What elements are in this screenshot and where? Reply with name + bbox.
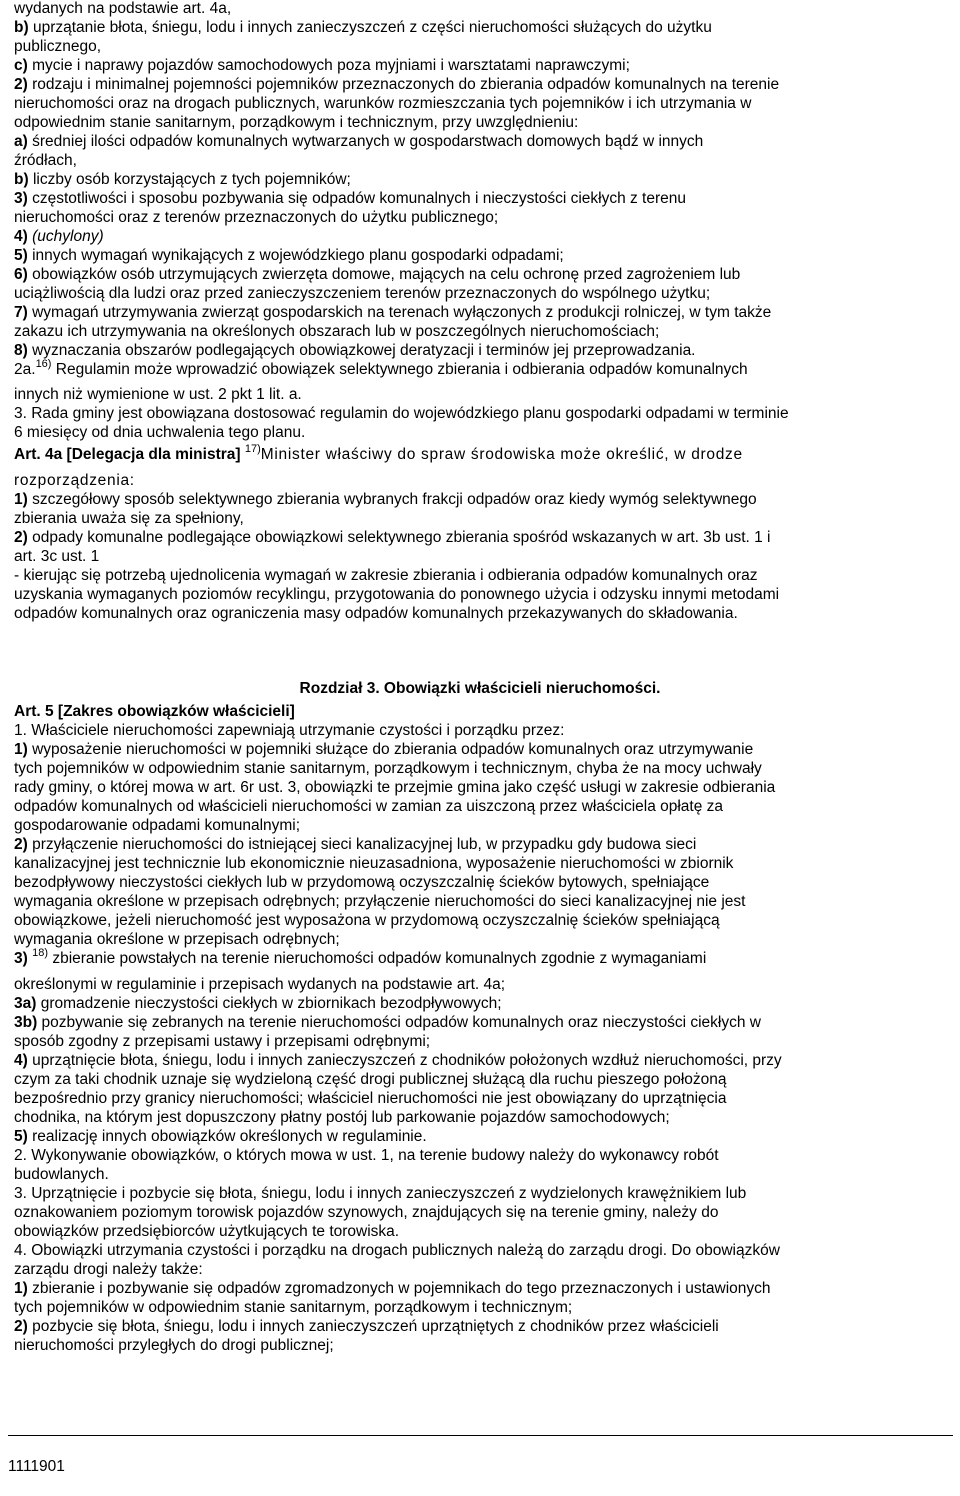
text-line	[14, 567, 954, 586]
text-line	[14, 405, 954, 424]
footnote-ref: 16)	[35, 358, 52, 370]
text-span: częstotliwości i sposobu pozbywania się odpadów komunalnych i nieczystości ciekłych z terenu	[27, 190, 687, 207]
text-line	[14, 19, 954, 38]
text-span: 6 miesięcy od dnia uchwalenia tego planu.	[14, 424, 306, 441]
text-line	[14, 1033, 954, 1052]
text-span: - kierując się potrzebą ujednolicenia wymagań w zakresie zbierania i odbierania odpadów komunalnych oraz	[14, 567, 758, 584]
text-span: obowiązkowe, jeżeli nieruchomość jest wyposażona w przydomową oczyszczalnię ścieków spełniającą	[14, 912, 720, 929]
text-span: wymagania określone w przepisach odrębnych; przyłączenie nieruchomości do sieci kanalizacyjnej nie jest	[14, 893, 746, 910]
text-span: średniej ilości odpadów komunalnych wytwarzanych w gospodarstwach domowych bądź w innych	[27, 133, 704, 150]
text-span: wyposażenie nieruchomości w pojemniki służące do zbierania odpadów komunalnych oraz utrzymywanie	[27, 741, 754, 758]
text-span: bezodpływowy nieczystości ciekłych lub w przydomową oczyszczalnię ścieków bytowych, spełniające	[14, 874, 710, 891]
bold-marker: 6)	[14, 266, 28, 283]
text-span: 3. Rada gminy jest obowiązana dostosować regulamin do wojewódzkiego planu gospodarki odpadami w terminie	[14, 405, 789, 422]
text-line	[14, 247, 954, 266]
text-line	[14, 1109, 954, 1128]
text-line	[14, 38, 954, 57]
text-line	[14, 1052, 954, 1071]
text-span: sposób zgodny z przepisami ustawy i przepisami odrębnymi;	[14, 1033, 431, 1050]
bold-marker: 2)	[14, 76, 28, 93]
text-span: Regulamin może wprowadzić obowiązek selektywnego zbierania i odbierania odpadów komunalnych	[51, 361, 748, 378]
text-span: odpady komunalne podlegające obowiązkowi selektywnego zbierania spośród wskazanych w art. 3b ust. 1 i	[27, 529, 771, 546]
text-span: Minister właściwy do spraw środowiska może określić, w drodze	[260, 446, 743, 463]
text-span: wyznaczania obszarów podlegających obowiązkowej deratyzacji i terminów jej przeprowadzania.	[27, 342, 696, 359]
text-line	[14, 342, 954, 361]
text-line	[14, 893, 954, 912]
text-span: szczegółowy sposób selektywnego zbierania wybranych frakcji odpadów oraz kiedy wymóg selektywnego	[27, 491, 757, 508]
text-line	[14, 0, 954, 19]
text-line	[14, 266, 954, 285]
text-span: pozbywanie się zebranych na terenie nieruchomości odpadów komunalnych oraz nieczystości ciekłych w	[37, 1014, 761, 1031]
bold-marker: c)	[14, 57, 28, 74]
bold-marker: 1)	[14, 1280, 28, 1297]
bold-marker: 2)	[14, 529, 28, 546]
text-span: uprzątanie błota, śniegu, lodu i innych zanieczyszczeń z części nieruchomości służących do użytku	[28, 19, 712, 36]
text-span: tych pojemników w odpowiednim stanie sanitarnym, porządkowym i technicznym;	[14, 1299, 573, 1316]
bold-marker: 7)	[14, 304, 28, 321]
text-span: zbierania uważa się za spełniony,	[14, 510, 244, 527]
text-line	[14, 836, 954, 855]
text-span: nieruchomości oraz z terenów przeznaczonych do użytku publicznego;	[14, 209, 499, 226]
bold-marker: 3)	[14, 950, 28, 967]
text-span: uprzątnięcie błota, śniegu, lodu i innych zanieczyszczeń z chodników położonych wzdłuż nieruchomości, przy	[27, 1052, 782, 1069]
page-footer-code: 1111901	[8, 1458, 65, 1475]
text-span: liczby osób korzystających z tych pojemników;	[28, 171, 351, 188]
text-line	[14, 510, 954, 529]
bold-marker: 3a)	[14, 995, 37, 1012]
text-span: uzyskania wymaganych poziomów recyklingu, przygotowania do ponownego użycia i odzysku innymi metodami	[14, 586, 780, 603]
text-line	[14, 285, 954, 304]
text-line	[14, 114, 954, 133]
text-span: chodnika, na którym jest dopuszczony płatny postój lub parkowanie pojazdów samochodowych;	[14, 1109, 670, 1126]
text-line	[14, 976, 954, 995]
text-line	[14, 817, 954, 836]
text-line	[14, 995, 954, 1014]
text-span: wydanych na podstawie art. 4a,	[14, 0, 232, 17]
text-line	[14, 1147, 954, 1166]
text-line	[14, 931, 954, 950]
text-line	[14, 703, 954, 722]
text-span: (uchylony)	[32, 228, 104, 245]
text-line	[14, 760, 954, 779]
text-line	[14, 529, 954, 548]
text-span: zbieranie powstałych na terenie nieruchomości odpadów komunalnych zgodnie z wymaganiami	[48, 950, 707, 967]
text-span: zarządu drogi należy także:	[14, 1261, 203, 1278]
text-line	[14, 1223, 954, 1242]
text-span: mycie i naprawy pojazdów samochodowych poza myjniami i warsztatami naprawczymi;	[27, 57, 630, 74]
text-span: 1. Właściciele nieruchomości zapewniają utrzymanie czystości i porządku przez:	[14, 722, 565, 739]
text-line	[14, 947, 954, 969]
text-span: wymagań utrzymywania zwierząt gospodarskich na terenach wyłączonych z produkcji rolniczej, w tym także	[27, 304, 772, 321]
bold-marker: 2)	[14, 1318, 28, 1335]
text-span: odpadów komunalnych od właścicieli nieruchomości w zamian za uiszczoną przez właściciela opłatę za	[14, 798, 724, 815]
text-line	[14, 722, 954, 741]
text-line	[14, 190, 954, 209]
text-line	[14, 874, 954, 893]
text-line	[14, 1185, 954, 1204]
text-line	[14, 386, 954, 405]
text-span: odpowiednim stanie sanitarnym, porządkowym i technicznym, przy uwzględnieniu:	[14, 114, 579, 131]
text-line	[14, 1261, 954, 1280]
footnote-ref: 17)	[244, 443, 261, 455]
text-line	[14, 1337, 954, 1356]
text-line	[14, 912, 954, 931]
text-span: 2a.	[14, 361, 36, 378]
text-span: zakazu ich utrzymywania na określonych obszarach lub w poszczególnych nieruchomościach;	[14, 323, 660, 340]
text-span: 3. Uprzątnięcie i pozbycie się błota, śniegu, lodu i innych zanieczyszczeń z wydzielonych krawężnikiem lub	[14, 1185, 747, 1202]
text-span: uciążliwością dla ludzi oraz przed zanieczyszczeniem terenów przeznaczonych do wspólnego użytku;	[14, 285, 711, 302]
text-span: zbieranie i pozbywanie się odpadów zgromadzonych w pojemnikach do tego przeznaczonych i ustawionych	[27, 1280, 771, 1297]
text-line	[14, 358, 954, 380]
bold-marker: 3b)	[14, 1014, 38, 1031]
text-span: wymagania określone w przepisach odrębnych;	[14, 931, 340, 948]
bold-marker: b)	[14, 171, 29, 188]
text-line	[14, 1318, 954, 1337]
bold-marker: 5)	[14, 1128, 28, 1145]
text-line	[14, 586, 954, 605]
text-span: obowiązków przedsiębiorców użytkujących te torowiska.	[14, 1223, 400, 1240]
text-span: oznakowaniem poziomym torowisk pojazdów szynowych, znajdujących się na terenie gminy, należy do	[14, 1204, 719, 1221]
text-line	[14, 133, 954, 152]
text-line	[14, 491, 954, 510]
text-line	[14, 323, 954, 342]
text-line	[14, 855, 954, 874]
text-span: nieruchomości przyległych do drogi publicznej;	[14, 1337, 334, 1354]
text-span: rozporządzenia:	[14, 472, 135, 489]
text-line	[14, 152, 954, 171]
text-span: innych niż wymienione w ust. 2 pkt 1 lit. a.	[14, 386, 302, 403]
text-span: obowiązków osób utrzymujących zwierzęta domowe, mających na celu ochronę przed zagrożeniem lub	[27, 266, 741, 283]
bold-marker: 8)	[14, 342, 28, 359]
text-line	[14, 304, 954, 323]
text-span: 4. Obowiązki utrzymania czystości i porządku na drogach publicznych należą do zarządu drogi. Do obowiązków	[14, 1242, 780, 1259]
text-line	[14, 228, 954, 247]
text-line	[14, 1090, 954, 1109]
text-line	[14, 472, 954, 491]
text-line	[14, 741, 954, 760]
text-line	[14, 1242, 954, 1261]
text-line	[14, 1071, 954, 1090]
text-line	[14, 779, 954, 798]
text-span: publicznego,	[14, 38, 102, 55]
text-span: nieruchomości oraz na drogach publicznych, warunków rozmieszczania tych pojemników i ich utrzymania w	[14, 95, 752, 112]
footer-divider	[8, 1435, 953, 1436]
text-line	[14, 1014, 954, 1033]
text-line	[14, 171, 954, 190]
text-span: realizację innych obowiązków określonych w regulaminie.	[27, 1128, 427, 1145]
text-line	[14, 1166, 954, 1185]
text-span: bezpośrednio przy granicy nieruchomości; właściciel nieruchomości nie jest obowiązany do uprzątnięcia	[14, 1090, 727, 1107]
text-line	[14, 95, 954, 114]
text-span: gromadzenie nieczystości ciekłych w zbiornikach bezodpływowych;	[36, 995, 502, 1012]
text-span: czym za taki chodnik uznaje się wydzieloną część drogi publicznej służącą dla ruchu pieszego położoną	[14, 1071, 727, 1088]
chapter-heading	[0, 680, 960, 699]
bold-marker: b)	[14, 19, 29, 36]
text-span: art. 3c ust. 1	[14, 548, 100, 565]
text-line	[14, 443, 954, 465]
text-line	[14, 798, 954, 817]
bold-marker: 3)	[14, 190, 28, 207]
bold-marker: a)	[14, 133, 28, 150]
text-line	[14, 424, 954, 443]
bold-marker: 1)	[14, 741, 28, 758]
text-span: kanalizacyjnej jest technicznie lub ekonomicznie nieuzasadniona, wyposażenie nieruchomości w zbiornik	[14, 855, 734, 872]
bold-marker: 2)	[14, 836, 28, 853]
text-span: źródłach,	[14, 152, 77, 169]
text-line	[14, 209, 954, 228]
text-span: gospodarowanie odpadami komunalnymi;	[14, 817, 301, 834]
bold-marker: 5)	[14, 247, 28, 264]
text-line	[14, 1204, 954, 1223]
bold-marker: Rozdział 3. Obowiązki właścicieli nieruchomości.	[299, 680, 661, 697]
text-span: pozbycie się błota, śniegu, lodu i innych zanieczyszczeń uprzątniętych z chodników przez właścicieli	[27, 1318, 719, 1335]
text-line	[14, 1280, 954, 1299]
text-span: przyłączenie nieruchomości do istniejącej sieci kanalizacyjnej lub, w przypadku gdy budowa sieci	[27, 836, 697, 853]
text-line	[14, 605, 954, 624]
bold-marker: Art. 4a [Delegacja dla ministra]	[14, 446, 241, 463]
text-span: określonymi w regulaminie i przepisach wydanych na podstawie art. 4a;	[14, 976, 506, 993]
bold-marker: 1)	[14, 491, 28, 508]
text-span: rodzaju i minimalnej pojemności pojemników przeznaczonych do zbierania odpadów komunalnych na terenie	[27, 76, 780, 93]
text-span: odpadów komunalnych oraz ograniczenia masy odpadów komunalnych przekazywanych do składowania.	[14, 605, 738, 622]
footnote-ref: 18)	[32, 947, 49, 959]
text-span: 2. Wykonywanie obowiązków, o których mowa w ust. 1, na terenie budowy należy do wykonawcy robót	[14, 1147, 719, 1164]
text-span: tych pojemników w odpowiednim stanie sanitarnym, porządkowym i technicznym, chyba że na mocy uchwały	[14, 760, 762, 777]
text-line	[14, 548, 954, 567]
text-span: budowlanych.	[14, 1166, 109, 1183]
bold-marker: Art. 5 [Zakres obowiązków właścicieli]	[14, 703, 295, 720]
bold-marker: 4)	[14, 228, 28, 245]
text-line	[14, 57, 954, 76]
text-line	[14, 1128, 954, 1147]
text-line	[14, 76, 954, 95]
text-line	[14, 1299, 954, 1318]
text-span: rady gminy, o której mowa w art. 6r ust. 3, obowiązki te przejmie gmina jako część usługi w zakresie odbierania	[14, 779, 776, 796]
bold-marker: 4)	[14, 1052, 28, 1069]
text-span: innych wymagań wynikających z wojewódzkiego planu gospodarki odpadami;	[27, 247, 564, 264]
